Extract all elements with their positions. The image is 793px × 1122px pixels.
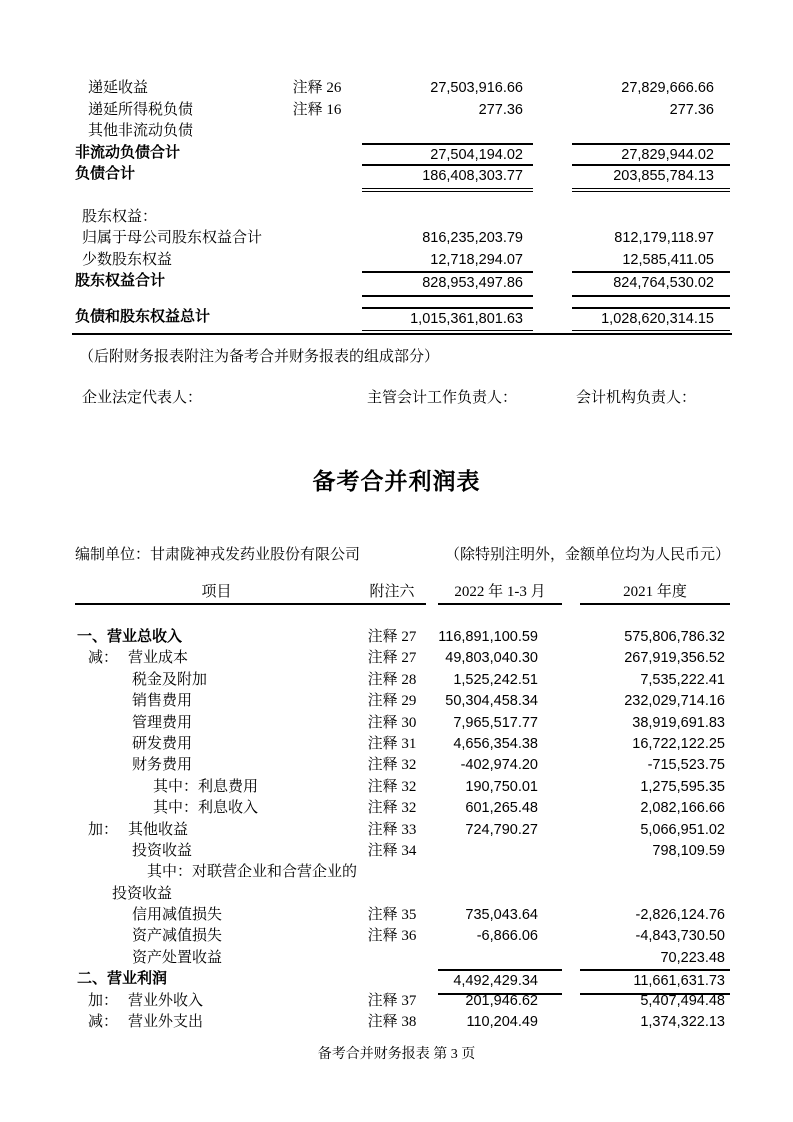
row-value-2021: 575,806,786.32	[624, 629, 725, 645]
column-gap	[562, 648, 580, 669]
row-note-ref: 注释 28	[367, 671, 417, 688]
column-gap	[562, 905, 580, 926]
row-label: 加： 营业外收入	[75, 991, 358, 1012]
column-gap	[533, 100, 572, 122]
row-value-2022: 27,503,916.66	[430, 80, 523, 96]
column-header-note: 附注六	[358, 582, 426, 605]
column-gap	[562, 841, 580, 862]
row-value-2021: 38,919,691.83	[632, 714, 725, 731]
row-value-2021: -4,843,730.50	[635, 928, 725, 945]
row-label: 递延所得税负债	[88, 101, 194, 118]
column-gap	[562, 1012, 580, 1033]
column-gap	[533, 228, 572, 250]
column-gap	[562, 691, 580, 712]
row-value-2022: 27,504,194.02	[362, 143, 533, 167]
row-label: 加： 其他收益	[75, 820, 358, 841]
row-note-ref: 注释 37	[367, 992, 417, 1009]
row-label: 递延收益	[88, 80, 149, 96]
column-gap	[562, 627, 580, 648]
row-note-ref: 注释 36	[367, 928, 417, 945]
table-row	[75, 250, 730, 272]
row-note-ref: 注释 27	[367, 629, 417, 645]
page-title: 备考合并利润表	[312, 469, 481, 494]
row-label: 二、营业利润	[77, 971, 168, 988]
column-gap	[426, 862, 438, 883]
column-gap	[562, 734, 580, 755]
table-row	[75, 926, 730, 947]
table-row	[75, 905, 730, 926]
row-value-2022: 7,965,517.77	[453, 714, 538, 731]
table-row	[75, 648, 730, 669]
row-value-2021	[580, 862, 730, 883]
row-note-ref: 注释 35	[367, 907, 417, 924]
column-header-2022: 2022 年 1-3 月	[438, 582, 562, 605]
row-label: 资产减值损失	[132, 928, 223, 945]
row-note-ref: 注释 30	[367, 714, 417, 731]
row-value-2021: -2,826,124.76	[635, 907, 725, 924]
row-value-2021: 12,585,411.05	[622, 251, 714, 268]
row-value-2021	[572, 121, 730, 143]
table-row	[75, 991, 730, 1012]
row-value-2022: 601,265.48	[465, 800, 538, 817]
income-statement-table	[75, 627, 730, 1033]
row-label: 其中：利息费用	[153, 778, 259, 795]
row-label: 财务费用	[132, 757, 193, 774]
prepared-by-label: 编制单位：甘肃陇神戎发药业股份有限公司	[75, 547, 361, 563]
row-value-2021: 7,535,222.41	[640, 671, 725, 688]
row-note-ref: 注释 16	[292, 101, 342, 118]
column-gap	[426, 948, 438, 969]
row-value-2021: 11,661,631.73	[580, 969, 730, 994]
row-label: 股东权益合计	[75, 273, 166, 289]
column-gap	[562, 670, 580, 691]
row-label: 一、营业总收入	[77, 629, 183, 645]
row-label: 投资收益	[112, 885, 173, 902]
row-prefix: 加：	[88, 821, 119, 838]
column-gap	[562, 755, 580, 776]
income-statement-header	[75, 582, 730, 605]
row-value-2022: 816,235,203.79	[422, 230, 523, 246]
row-value-2022: 116,891,100.59	[438, 629, 538, 645]
row-value-2021: 1,275,595.35	[640, 778, 725, 795]
row-label: 负债合计	[75, 166, 136, 182]
row-label: 销售费用	[132, 693, 193, 710]
row-value-2021: 70,223.48	[660, 949, 725, 966]
row-value-2021: 5,066,951.02	[640, 821, 725, 838]
row-prefix: 减：	[88, 1014, 119, 1031]
table-row	[75, 78, 730, 100]
row-value-2021: 798,109.59	[652, 842, 725, 859]
column-gap	[562, 948, 580, 969]
row-value-2022	[438, 862, 562, 883]
row-label: 研发费用	[132, 735, 193, 752]
row-note-ref: 注释 38	[367, 1014, 417, 1031]
row-value-2021: 232,029,714.16	[624, 693, 725, 710]
legal-representative-label: 企业法定代表人：	[82, 390, 203, 406]
row-value-2021: 1,028,620,314.15	[572, 307, 730, 335]
column-gap	[426, 713, 438, 734]
row-label: 其他非流动负债	[88, 123, 194, 139]
row-value-2022: 110,204.49	[466, 1014, 538, 1031]
column-header-2021: 2021 年度	[580, 582, 730, 605]
currency-unit-note: （除特别注明外，金额单位均为人民币元）	[444, 547, 730, 563]
prepared-by-row	[75, 543, 730, 564]
column-gap	[426, 755, 438, 776]
row-note-ref	[358, 862, 426, 883]
row-note-ref	[272, 121, 362, 143]
column-gap	[533, 250, 572, 272]
column-gap	[426, 627, 438, 648]
row-value-2021	[572, 207, 730, 229]
column-gap	[562, 820, 580, 841]
statement-note-line: （后附财务报表附注为备考合并财务报表的组成部分）	[79, 349, 440, 365]
table-row	[75, 143, 730, 165]
row-value-2021: 16,722,122.25	[632, 735, 725, 752]
column-gap	[562, 798, 580, 819]
column-gap	[533, 307, 572, 335]
row-value-2022: 724,790.27	[465, 821, 538, 838]
row-label: 股东权益：	[82, 208, 158, 225]
table-row	[75, 755, 730, 776]
table-row	[75, 820, 730, 841]
row-label: 归属于母公司股东权益合计	[82, 230, 263, 246]
row-value-2021: 267,919,356.52	[624, 650, 725, 667]
row-note-ref	[272, 143, 362, 167]
row-value-2022	[438, 841, 562, 862]
column-gap	[562, 862, 580, 883]
row-note-ref	[272, 250, 362, 272]
column-gap	[562, 777, 580, 798]
row-note-ref: 注释 34	[367, 842, 417, 859]
row-note-ref: 注释 26	[292, 80, 342, 96]
row-label: 少数股东权益	[82, 251, 173, 268]
row-label: 投资收益	[132, 842, 193, 859]
table-row	[75, 713, 730, 734]
table-row	[75, 100, 730, 122]
row-label: 管理费用	[132, 714, 193, 731]
row-value-2022: 1,015,361,801.63	[362, 307, 533, 335]
row-value-2022: 735,043.64	[465, 907, 538, 924]
table-row	[75, 1012, 730, 1033]
row-value-2022: 828,953,497.86	[362, 271, 533, 297]
row-note-ref	[358, 884, 426, 905]
column-gap	[426, 1012, 438, 1033]
column-gap	[426, 798, 438, 819]
table-row	[75, 164, 730, 186]
row-value-2021	[580, 884, 730, 905]
row-label: 非流动负债合计	[75, 144, 181, 161]
row-value-2022: 190,750.01	[465, 778, 538, 795]
balance-sheet-tail-table	[75, 78, 730, 328]
row-note-ref	[272, 307, 362, 335]
section-divider-rule	[72, 333, 732, 335]
table-row	[75, 307, 730, 329]
table-row	[75, 798, 730, 819]
row-note-ref	[272, 164, 362, 192]
accounting-head-label: 会计机构负责人：	[576, 390, 697, 406]
column-gap	[533, 164, 572, 192]
row-label: 减： 营业成本	[75, 648, 358, 669]
column-gap	[426, 820, 438, 841]
row-value-2022	[438, 884, 562, 905]
row-value-2022: 49,803,040.30	[445, 650, 538, 667]
row-value-2022: -402,974.20	[460, 757, 538, 774]
row-value-2021: 2,082,166.66	[640, 800, 725, 817]
row-value-2021: 203,855,784.13	[572, 164, 730, 192]
column-gap	[426, 670, 438, 691]
row-value-2021: 824,764,530.02	[572, 271, 730, 297]
row-note-ref: 注释 32	[367, 778, 417, 795]
table-row	[75, 670, 730, 691]
column-gap	[562, 713, 580, 734]
column-gap	[426, 734, 438, 755]
row-value-2022: 1,525,242.51	[453, 671, 538, 688]
row-note-ref: 注释 29	[367, 693, 417, 710]
row-note-ref: 注释 33	[367, 821, 417, 838]
row-value-2021: 277.36	[669, 101, 714, 118]
row-value-2022	[362, 121, 533, 143]
row-value-2022: 4,492,429.34	[438, 969, 562, 994]
row-note-ref: 注释 31	[367, 735, 417, 752]
row-value-2022: 201,946.62	[465, 992, 538, 1009]
table-row	[75, 777, 730, 798]
row-label: 其中：利息收入	[153, 800, 259, 817]
row-value-2022: 4,656,354.38	[453, 735, 538, 752]
row-value-2022: 12,718,294.07	[430, 251, 523, 268]
column-gap	[533, 271, 572, 297]
column-header-item: 项目	[75, 582, 358, 605]
column-gap	[562, 884, 580, 905]
column-gap	[426, 926, 438, 947]
row-value-2022	[362, 207, 533, 229]
row-value-2022: 277.36	[478, 101, 523, 118]
row-value-2022: 186,408,303.77	[362, 164, 533, 192]
table-row	[75, 884, 730, 905]
column-gap	[562, 926, 580, 947]
row-value-2022: 50,304,458.34	[445, 693, 538, 710]
row-label: 税金及附加	[132, 671, 208, 688]
table-row	[75, 228, 730, 250]
row-note-ref: 注释 27	[367, 650, 417, 667]
table-row	[75, 691, 730, 712]
row-value-2022: -6,866.06	[476, 928, 538, 945]
column-gap	[426, 884, 438, 905]
column-gap	[426, 905, 438, 926]
row-note-ref	[272, 271, 362, 297]
table-row	[75, 271, 730, 293]
signature-row	[0, 386, 793, 406]
page-footer: 备考合并财务报表 第 3 页	[317, 1047, 476, 1062]
column-gap	[533, 207, 572, 229]
column-gap	[533, 78, 572, 100]
row-label: 其中：对联营企业和合营企业的	[147, 864, 358, 881]
table-row	[75, 627, 730, 648]
row-label: 减： 营业外支出	[75, 1012, 358, 1033]
table-row	[75, 841, 730, 862]
row-note-ref	[272, 207, 362, 229]
table-row	[75, 121, 730, 143]
column-gap	[426, 777, 438, 798]
column-gap	[426, 991, 438, 1012]
row-value-2021: 812,179,118.97	[614, 230, 714, 246]
table-row	[75, 969, 730, 990]
table-row	[75, 207, 730, 229]
row-prefix: 加：	[88, 992, 119, 1009]
row-value-2021: 1,374,322.13	[640, 1014, 725, 1031]
row-note-ref	[272, 228, 362, 250]
row-value-2021: -715,523.75	[647, 757, 725, 774]
row-value-2021: 27,829,666.66	[621, 80, 714, 96]
column-gap	[562, 991, 580, 1012]
row-value-2022	[438, 948, 562, 969]
chief-accountant-label: 主管会计工作负责人：	[367, 390, 518, 406]
row-value-2021: 27,829,944.02	[572, 143, 730, 167]
row-value-2021: 5,407,494.48	[640, 992, 725, 1009]
row-label: 负债和股东权益总计	[75, 308, 211, 325]
table-row	[75, 862, 730, 883]
row-prefix: 减：	[88, 650, 119, 667]
column-gap	[533, 121, 572, 143]
row-label: 资产处置收益	[132, 949, 223, 966]
column-gap	[533, 143, 572, 167]
column-gap	[426, 691, 438, 712]
row-note-ref: 注释 32	[367, 800, 417, 817]
row-label: 信用减值损失	[132, 907, 223, 924]
table-row	[75, 734, 730, 755]
column-gap	[426, 841, 438, 862]
column-gap	[426, 648, 438, 669]
row-note-ref: 注释 32	[367, 757, 417, 774]
table-row	[75, 948, 730, 969]
row-note-ref	[358, 948, 426, 969]
